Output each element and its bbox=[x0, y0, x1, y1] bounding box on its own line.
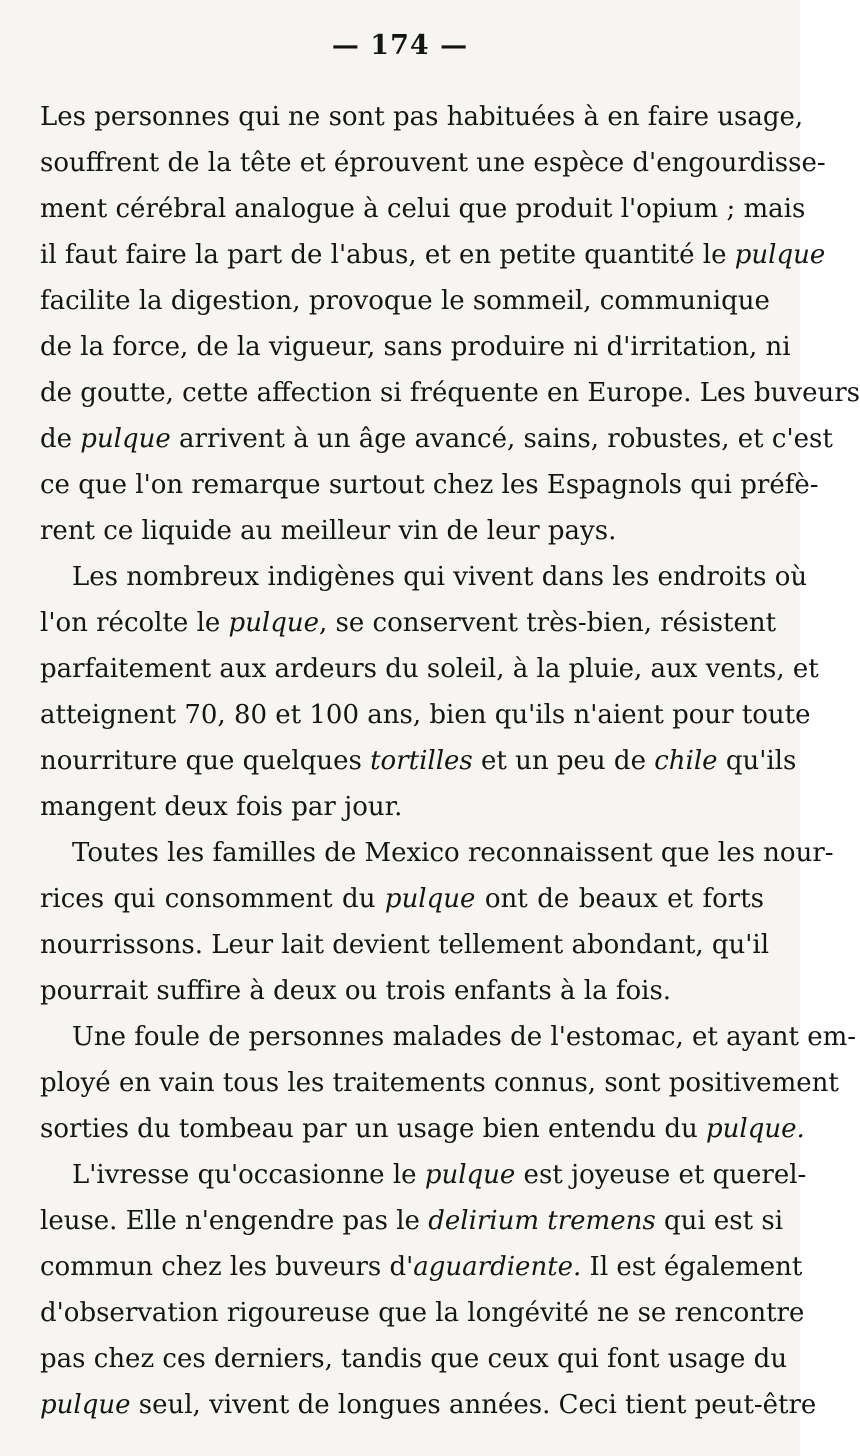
text-line bbox=[40, 278, 770, 324]
text-line bbox=[40, 232, 826, 278]
text-line bbox=[40, 370, 860, 416]
text-run: mangent deux fois par jour. bbox=[40, 792, 403, 822]
text-run: arrivent à un âge avancé, sains, robustes, et c'est bbox=[170, 424, 833, 454]
italic-term: chile bbox=[654, 746, 718, 776]
text-run: seul, vivent de longues années. Ceci tient peut-être bbox=[130, 1390, 817, 1420]
italic-term: pulque bbox=[228, 608, 320, 638]
text-line bbox=[40, 1336, 788, 1382]
text-run: de goutte, cette affection si fréquente en Europe. Les buveurs bbox=[40, 378, 860, 408]
text-run: ce que l'on remarque surtout chez les Espagnols qui préfè- bbox=[40, 470, 819, 500]
text-run: ment cérébral analogue à celui que produit l'opium ; mais bbox=[40, 194, 806, 224]
text-line bbox=[40, 922, 770, 968]
text-run: commun chez les buveurs d' bbox=[40, 1252, 414, 1282]
text-line bbox=[40, 784, 764, 830]
text-run: nourriture que quelques bbox=[40, 746, 371, 776]
text-line bbox=[40, 1244, 803, 1290]
text-run: L'ivresse qu'occasionne le bbox=[72, 1160, 425, 1190]
text-line bbox=[40, 1152, 807, 1198]
italic-term: tortilles bbox=[370, 746, 473, 776]
text-run: de la force, de la vigueur, sans produire ni d'irritation, ni bbox=[40, 332, 791, 362]
text-run: facilite la digestion, provoque le sommeil, communique bbox=[40, 286, 770, 316]
text-run: l'on récolte le bbox=[40, 608, 229, 638]
text-line bbox=[40, 1198, 784, 1244]
italic-term: pulque bbox=[80, 424, 171, 454]
text-run: d'observation rigoureuse que la longévité ne se rencontre bbox=[40, 1298, 805, 1328]
text-line bbox=[40, 876, 764, 922]
text-run: est joyeuse et querel- bbox=[515, 1160, 807, 1190]
text-run: il faut faire la part de l'abus, et en petite quantité le bbox=[40, 240, 735, 270]
text-run: atteignent 70, 80 et 100 ans, bien qu'ils n'aient pour toute bbox=[40, 700, 811, 730]
text-line bbox=[40, 462, 819, 508]
text-run: Toutes les familles de Mexico reconnaissent que les nour- bbox=[72, 838, 834, 868]
italic-term: delirium tremens bbox=[428, 1206, 656, 1236]
italic-term: pulque bbox=[384, 884, 476, 914]
text-run: Les personnes qui ne sont pas habituées à en faire usage, bbox=[40, 102, 804, 132]
text-line bbox=[40, 830, 834, 876]
text-line bbox=[40, 1382, 817, 1428]
text-line bbox=[40, 692, 811, 738]
text-run: souffrent de la tête et éprouvent une espèce d'engourdisse- bbox=[40, 148, 826, 178]
italic-term: pulque bbox=[734, 240, 826, 270]
text-run: parfaitement aux ardeurs du soleil, à la pluie, aux vents, et bbox=[40, 654, 819, 684]
text-run: rent ce liquide au meilleur vin de leur pays. bbox=[40, 516, 617, 546]
text-line bbox=[40, 554, 808, 600]
text-run: rices qui consomment du bbox=[40, 884, 385, 914]
text-run: leuse. Elle n'engendre pas le bbox=[40, 1206, 429, 1236]
italic-term: aguardiente. bbox=[413, 1252, 582, 1282]
text-run: nourrissons. Leur lait devient tellement abondant, qu'il bbox=[40, 930, 770, 960]
text-line bbox=[40, 416, 833, 462]
text-run: qui est si bbox=[655, 1206, 784, 1236]
text-run: sorties du tombeau par un usage bien entendu du bbox=[40, 1114, 706, 1144]
text-line bbox=[40, 1060, 839, 1106]
text-line bbox=[40, 1290, 805, 1336]
text-run: , se conservent très-bien, résistent bbox=[319, 608, 777, 638]
page-number: — 174 — bbox=[331, 30, 469, 61]
text-run: pourrait suffire à deux ou trois enfants à la fois. bbox=[40, 976, 672, 1006]
text-line bbox=[40, 508, 764, 554]
text-run: et un peu de bbox=[472, 746, 655, 776]
text-line bbox=[40, 186, 806, 232]
italic-term: pulque bbox=[40, 1390, 131, 1420]
text-run: Une foule de personnes malades de l'estomac, et ayant em- bbox=[72, 1022, 857, 1052]
text-run: Les nombreux indigènes qui vivent dans les endroits où bbox=[72, 562, 808, 592]
text-run: qu'ils bbox=[717, 746, 797, 776]
text-run: Il est également bbox=[581, 1252, 803, 1282]
text-line bbox=[40, 1014, 857, 1060]
text-line bbox=[40, 1106, 805, 1152]
body-text bbox=[40, 94, 860, 1428]
text-run: pas chez ces derniers, tandis que ceux qui font usage du bbox=[40, 1344, 788, 1374]
italic-term: pulque. bbox=[705, 1114, 805, 1144]
text-run: de bbox=[40, 424, 81, 454]
text-line bbox=[40, 140, 826, 186]
text-line bbox=[40, 646, 819, 692]
italic-term: pulque bbox=[424, 1160, 516, 1190]
text-run: ployé en vain tous les traitements connus, sont positivement bbox=[40, 1068, 839, 1098]
text-line bbox=[40, 738, 797, 784]
text-line bbox=[40, 324, 791, 370]
text-line bbox=[40, 968, 764, 1014]
text-run: ont de beaux et forts bbox=[475, 884, 764, 914]
text-line bbox=[40, 94, 804, 140]
text-line bbox=[40, 600, 777, 646]
